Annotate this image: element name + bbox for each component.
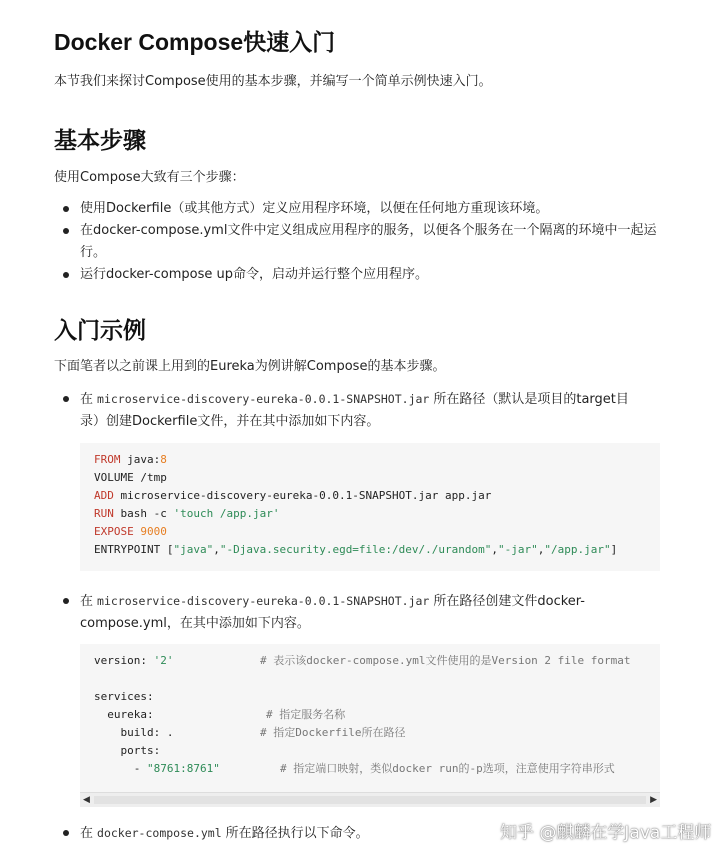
code-line: EXPOSE 9000: [94, 525, 167, 538]
code-line: RUN bash -c 'touch /app.jar': [94, 507, 280, 520]
horizontal-scrollbar[interactable]: [80, 792, 660, 807]
list-item: 运行docker-compose up命令，启动并运行整个应用程序。: [0, 264, 720, 286]
step3-pre: 在: [80, 826, 94, 841]
step1-post-2: 录）创建Dockerfile文件，并在其中添加如下内容。: [80, 414, 380, 429]
page-title: Docker Compose快速入门: [54, 29, 336, 55]
code-line: eureka:: [94, 708, 154, 721]
section-heading-basic-steps: 基本步骤: [54, 128, 146, 154]
list-item: [0, 590, 720, 638]
code-comment: # 表示该docker-compose.yml文件使用的是Version 2 file format: [260, 654, 631, 667]
bullet-icon: [63, 396, 69, 402]
compose-code-block[interactable]: [80, 644, 660, 792]
code-line: - "8761:8761": [94, 762, 220, 775]
list-item: 使用Dockerfile（或其他方式）定义应用程序环境，以便在任何地方重现该环境。: [0, 198, 720, 220]
scroll-left-icon[interactable]: ◀: [83, 795, 90, 805]
step2-pre: 在: [80, 594, 94, 609]
steps-list: [0, 198, 720, 286]
bullet-icon: [63, 830, 69, 836]
step2-post-2: compose.yml，在其中添加如下内容。: [80, 616, 310, 631]
jar-filename: microservice-discovery-eureka-0.0.1-SNAPSHOT.jar: [97, 392, 430, 406]
code-line: ENTRYPOINT ["java","-Djava.security.egd=file:/dev/./urandom","-jar","/app.jar"]: [94, 543, 618, 556]
code-comment: # 指定Dockerfile所在路径: [260, 726, 406, 739]
step2-post: 所在路径创建文件docker-: [433, 594, 585, 609]
bullet-icon: [63, 598, 69, 604]
list-item: 在docker-compose.yml文件中定义组成应用程序的服务，以便各个服务在一个隔离的环境中一起运行。: [0, 220, 720, 264]
code-line: VOLUME /tmp: [94, 471, 167, 484]
scrollbar-track[interactable]: [94, 796, 646, 804]
code-line: services:: [94, 690, 154, 703]
code-line: build: .: [94, 726, 174, 739]
code-line: ADD microservice-discovery-eureka-0.0.1-SNAPSHOT.jar app.jar: [94, 489, 492, 502]
watermark: 知乎 @麒麟在学Java工程师: [500, 823, 712, 843]
step3-post: 所在路径执行以下命令。: [225, 826, 369, 841]
code-line: ports:: [94, 744, 161, 757]
jar-filename: microservice-discovery-eureka-0.0.1-SNAPSHOT.jar: [97, 594, 430, 608]
code-line: version: '2': [94, 654, 174, 667]
example-lead: 下面笔者以之前课上用到的Eureka为例讲解Compose的基本步骤。: [54, 359, 446, 374]
step1-post: 所在路径（默认是项目的target目: [433, 392, 629, 407]
compose-filename: docker-compose.yml: [97, 826, 222, 840]
intro-paragraph: 本节我们来探讨Compose使用的基本步骤，并编写一个简单示例快速入门。: [54, 74, 492, 89]
code-comment: # 指定端口映射，类似docker run的-p选项，注意使用字符串形式: [280, 762, 615, 775]
step1-pre: 在: [80, 392, 94, 407]
dockerfile-code-block: [80, 443, 660, 571]
list-item: [0, 388, 720, 436]
code-line: FROM java:8: [94, 453, 167, 466]
section-heading-example: 入门示例: [54, 318, 146, 344]
steps-lead: 使用Compose大致有三个步骤：: [54, 170, 245, 185]
scroll-right-icon[interactable]: ▶: [650, 795, 657, 805]
code-comment: # 指定服务名称: [266, 708, 346, 721]
